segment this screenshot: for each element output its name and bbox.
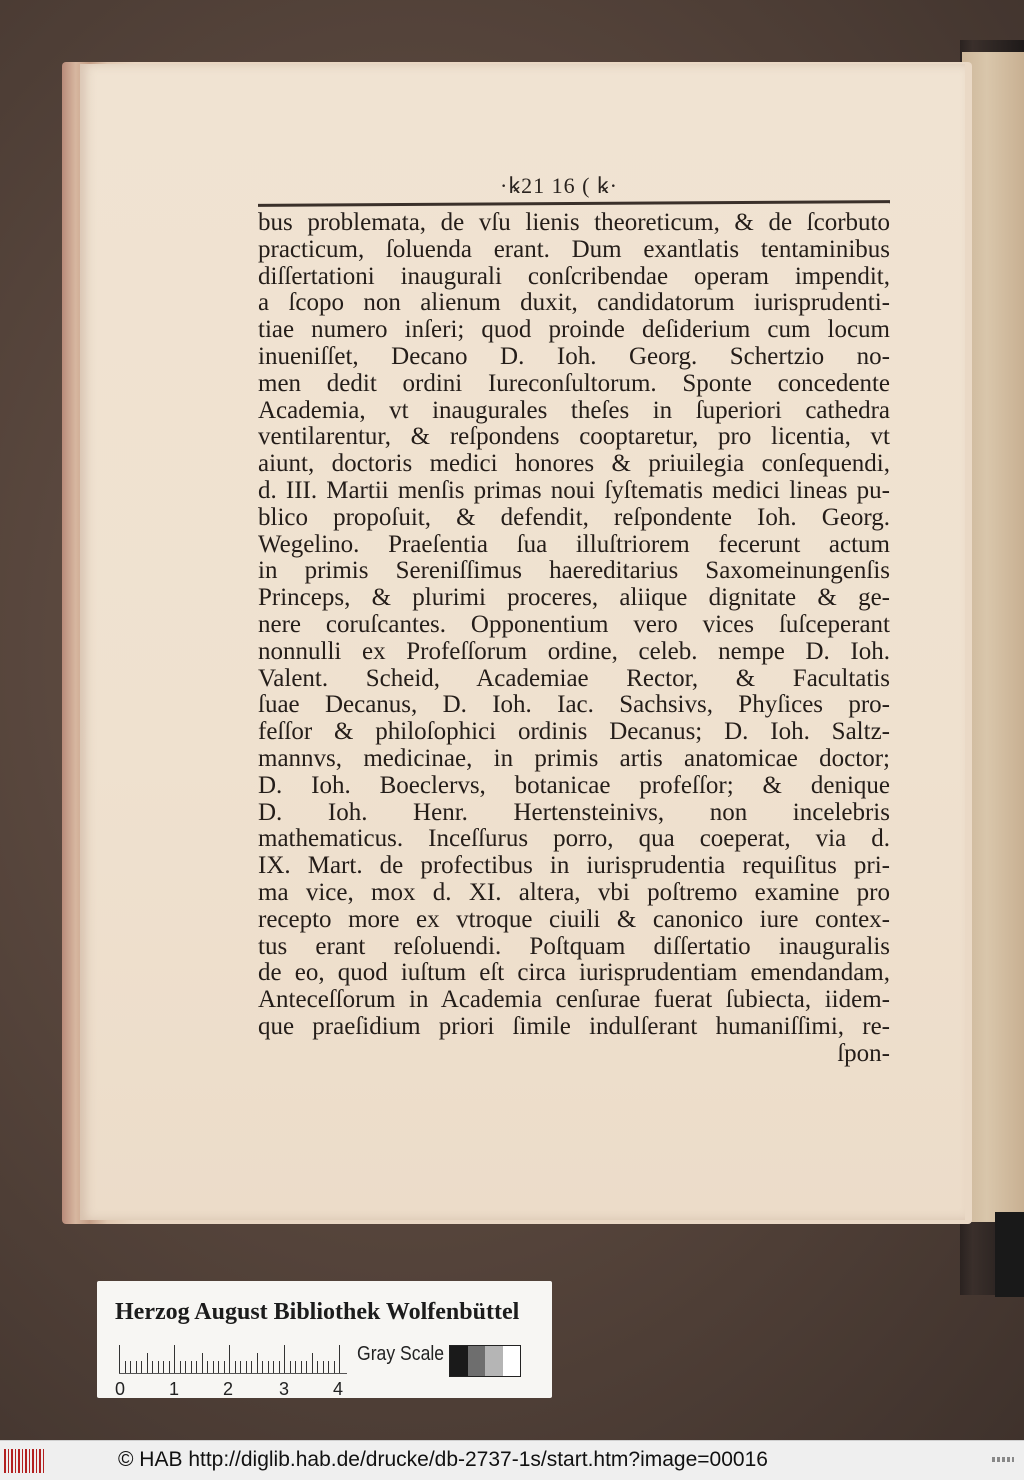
ruler-tick xyxy=(147,1353,148,1373)
text-line: tiae numero inſeri; quod proinde deſiderium cum locum xyxy=(258,316,890,344)
text-line: a ſcopo non alienum duxit, candidatorum iurisprudenti- xyxy=(258,289,890,317)
text-line: Wegelino. Praeſentia ſua illuſtriorem fecerunt actum xyxy=(258,530,890,558)
text-line: mathematicus. Inceſſurus porro, qua coeperat, via d. xyxy=(258,825,890,853)
page-body-text xyxy=(258,210,890,1068)
footer-mark-icon xyxy=(992,1457,1014,1462)
ruler-tick xyxy=(163,1361,164,1373)
text-line: in primis Sereniſſimus haereditarius Saxomeinungenſis xyxy=(258,557,890,585)
ruler-tick xyxy=(334,1361,335,1373)
text-line: ſpon- xyxy=(837,1039,890,1067)
ruler-number-2: 2 xyxy=(223,1379,234,1399)
ruler-tick xyxy=(323,1361,324,1373)
text-line: IX. Mart. de profectibus in iurisprudentia requiſitus pri- xyxy=(258,852,890,880)
ruler-number-4: 4 xyxy=(333,1379,344,1399)
ruler-tick xyxy=(191,1361,192,1373)
ruler-tick xyxy=(295,1361,296,1373)
ruler-number-3: 3 xyxy=(279,1379,290,1399)
text-line: D. Ioh. Boeclervs, botanicae profeſſor; & denique xyxy=(258,771,890,799)
text-line: bus problemata, de vſu lienis theoreticum, & de ſcorbuto xyxy=(258,209,890,236)
text-line: diſſertationi inaugurali conſcribendae operam impendit, xyxy=(258,262,890,290)
gray-swatch xyxy=(485,1346,503,1376)
gray-swatch xyxy=(450,1346,468,1376)
text-line: inueniſſet, Decano D. Ioh. Georg. Schertzio no- xyxy=(258,342,890,370)
ruler-tick xyxy=(240,1361,241,1373)
ruler-tick xyxy=(301,1361,302,1373)
centimeter-ruler xyxy=(119,1345,347,1375)
footer-bar xyxy=(0,1440,1024,1480)
ruler-tick xyxy=(246,1361,247,1373)
page-number-header: ·ꝃ21 16 ( ꝃ· xyxy=(500,173,618,198)
ruler-tick xyxy=(257,1353,258,1373)
text-line: recepto more ex vtroque ciuili & canonico iure contex- xyxy=(258,905,890,933)
ruler-tick xyxy=(141,1361,142,1373)
text-line: blico propoſuit, & defendit, reſpondente Ioh. Georg. xyxy=(258,503,890,531)
ruler-tick xyxy=(224,1361,225,1373)
ruler-tick xyxy=(312,1353,313,1373)
text-line: ventilarentur, & reſpondens cooptaretur, pro licentia, vt xyxy=(258,423,890,451)
text-line: feſſor & philoſophici ordinis Decanus; D. Ioh. Saltz- xyxy=(258,718,890,746)
ruler-tick xyxy=(152,1361,153,1373)
ruler-tick xyxy=(317,1361,318,1373)
text-line: Valent. Scheid, Academiae Rector, & Facultatis xyxy=(258,664,890,692)
ruler-tick xyxy=(262,1361,263,1373)
ruler-number-0: 0 xyxy=(115,1379,126,1399)
ruler-tick xyxy=(339,1345,340,1373)
ruler-tick xyxy=(119,1345,120,1373)
ruler-baseline xyxy=(119,1373,347,1374)
ruler-tick xyxy=(202,1353,203,1373)
ruler-tick xyxy=(306,1361,307,1373)
text-line: D. Ioh. Henr. Hertensteinivs, non incelebris xyxy=(258,798,890,826)
ruler-tick xyxy=(235,1361,236,1373)
ruler-tick xyxy=(169,1361,170,1373)
scale-card xyxy=(97,1281,552,1398)
text-line: ma vice, mox d. XI. altera, vbi poſtremo examine pro xyxy=(258,878,890,906)
text-line: nonnulli ex Profeſſorum ordine, celeb. nempe D. Ioh. xyxy=(258,637,890,665)
text-line: aiunt, doctoris medici honores & priuilegia conſequendi, xyxy=(258,450,890,478)
ruler-tick xyxy=(284,1345,285,1373)
binding-strip xyxy=(995,1212,1024,1297)
text-line: men dedit ordini Iureconſultorum. Sponte concedente xyxy=(258,369,890,397)
text-line: de eo, quod iuſtum eſt circa iurisprudentiam emendandam, xyxy=(258,959,890,987)
ruler-tick xyxy=(251,1361,252,1373)
ruler-tick xyxy=(273,1361,274,1373)
text-line: nere coruſcantes. Opponentium vero vices ſuſceperant xyxy=(258,610,890,638)
ruler-number-1: 1 xyxy=(169,1379,180,1399)
ruler-tick xyxy=(290,1361,291,1373)
ruler-tick xyxy=(174,1345,175,1373)
ruler-tick xyxy=(180,1361,181,1373)
ruler-tick xyxy=(213,1361,214,1373)
text-line: Anteceſſorum in Academia cenſurae fuerat ſubiecta, iidem- xyxy=(258,986,890,1014)
text-line: practicum, ſoluenda erant. Dum exantlatis tentaminibus xyxy=(258,235,890,263)
ruler-tick xyxy=(125,1361,126,1373)
ruler-tick xyxy=(229,1345,230,1373)
ruler-tick xyxy=(196,1361,197,1373)
gray-swatch xyxy=(468,1346,486,1376)
ruler-tick xyxy=(328,1361,329,1373)
gray-scale-swatches xyxy=(449,1345,521,1377)
text-line: que praeſidium priori ſimile indulſerant humaniſſimi, re- xyxy=(258,1012,890,1040)
text-line: tus erant reſoluendi. Poſtquam diſſertatio inauguralis xyxy=(258,932,890,960)
gray-scale-label: Gray Scale xyxy=(357,1343,445,1365)
copyright-url[interactable]: © HAB http://diglib.hab.de/drucke/db-2737-1s/start.htm?image=00016 xyxy=(118,1448,768,1471)
ruler-tick xyxy=(158,1361,159,1373)
ruler-tick xyxy=(130,1361,131,1373)
text-line: d. III. Martii menſis primas noui ſyſtematis medici lineas pu- xyxy=(258,476,890,504)
barcode-icon xyxy=(4,1449,46,1473)
ruler-tick xyxy=(136,1361,137,1373)
library-name: Herzog August Bibliothek Wolfenbüttel xyxy=(115,1299,520,1325)
ruler-tick xyxy=(218,1361,219,1373)
text-line: mannvs, medicinae, in primis artis anatomicae doctor; xyxy=(258,744,890,772)
ruler-tick xyxy=(207,1361,208,1373)
ruler-tick xyxy=(279,1361,280,1373)
ruler-tick xyxy=(268,1361,269,1373)
text-line: ſuae Decanus, D. Ioh. Iac. Sachsivs, Phyſices pro- xyxy=(258,691,890,719)
text-line: Academia, vt inaugurales theſes in ſuperiori cathedra xyxy=(258,396,890,424)
gray-swatch xyxy=(503,1346,521,1376)
text-line: Princeps, & plurimi proceres, aliique dignitate & ge- xyxy=(258,584,890,612)
ruler-tick xyxy=(185,1361,186,1373)
